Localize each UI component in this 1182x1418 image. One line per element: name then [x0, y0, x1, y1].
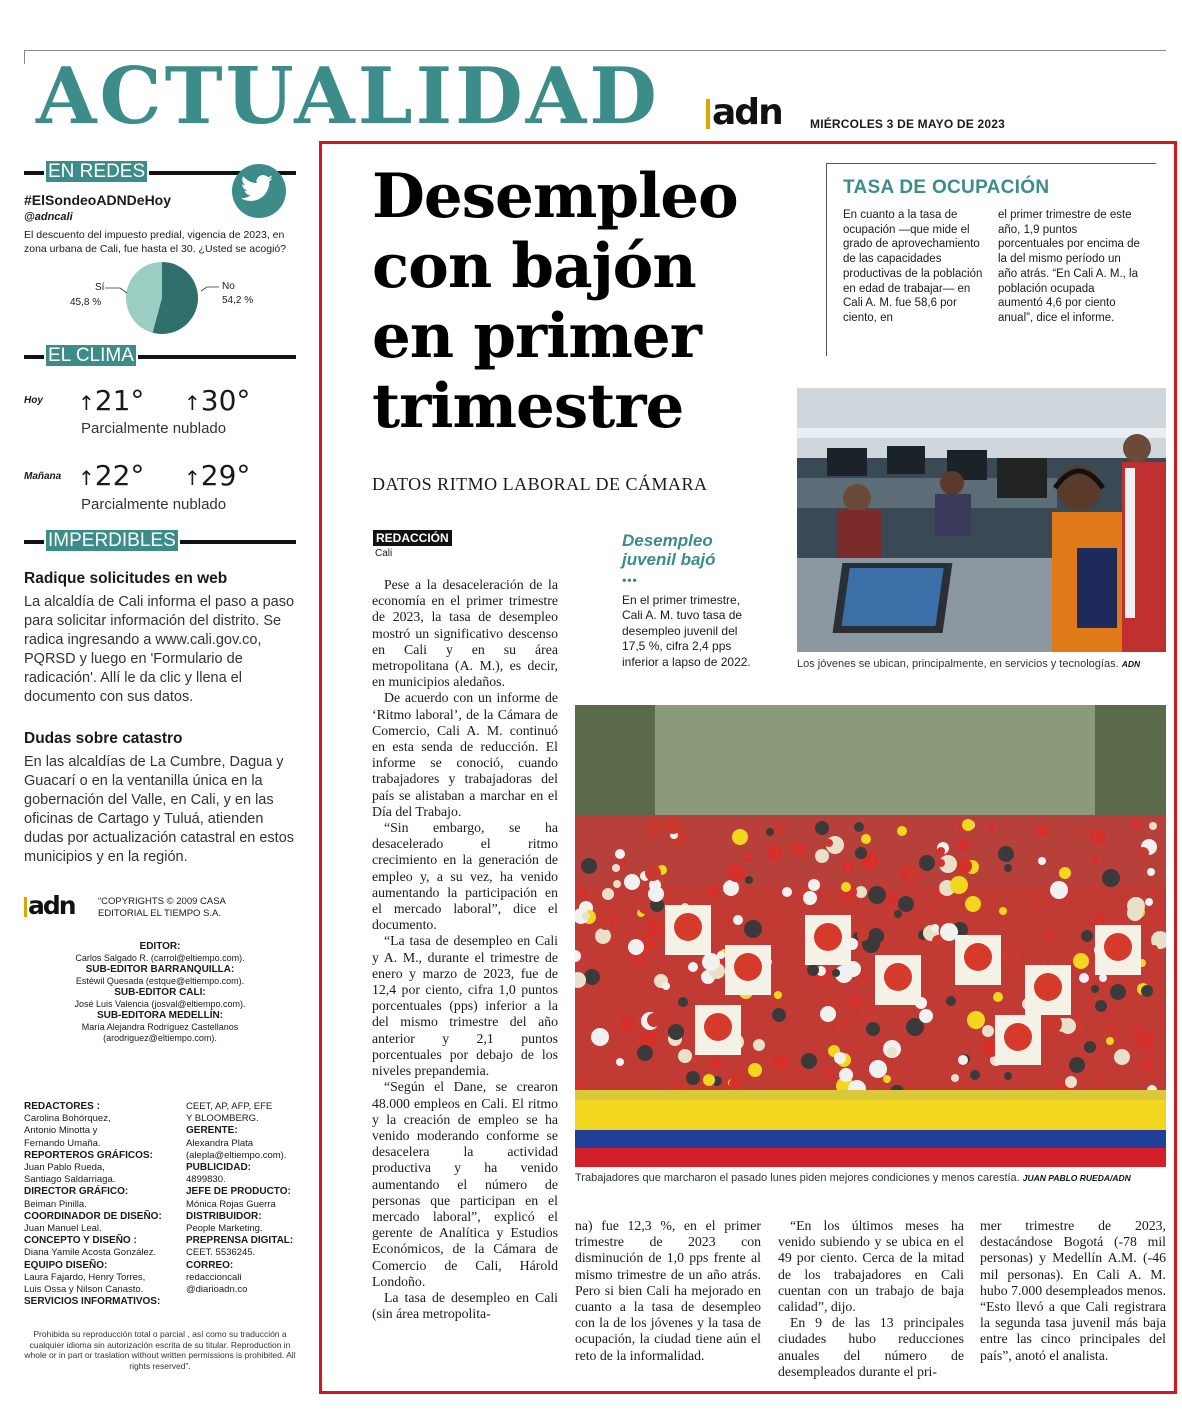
crowd-figure: [753, 1039, 765, 1051]
crowd-figure: [1059, 867, 1071, 879]
poll-handle: @adncali: [24, 211, 73, 223]
crowd-figure: [1132, 1025, 1140, 1033]
staff-name: redaccioncali: [186, 1271, 242, 1283]
crowd-figure: [1142, 1061, 1152, 1071]
poll-label-si: Sí: [95, 282, 105, 293]
crowd-figure: [931, 924, 939, 932]
crowd-figure: [645, 865, 661, 881]
crowd-figure: [613, 880, 621, 888]
poll-question: El descuento del impuesto predial, vigencia de 2023, en zona urbana de Cali, fue hasta el 30. ¿Usted se acogió?: [24, 229, 287, 255]
crowd-figure: [919, 855, 935, 871]
crowd-figure: [1004, 1072, 1012, 1080]
staff-role: DIRECTOR GRÁFICO:: [24, 1186, 129, 1198]
crowd-figure: [619, 859, 627, 867]
clima-day-hoy: Hoy: [24, 395, 43, 406]
staff-role: PREPRENSA DIGITAL:: [186, 1235, 294, 1247]
crowd-figure: [868, 886, 886, 904]
crowd-figure: [729, 1078, 741, 1090]
crowd-figure: [1145, 898, 1153, 906]
crowd-figure: [744, 920, 762, 938]
crowd-figure: [775, 824, 785, 834]
section-title: ACTUALIDAD: [36, 51, 660, 142]
clima-max-hoy: ↑30°: [184, 384, 251, 417]
photo1-caption: Los jóvenes se ubican, principalmente, en servicios y tecnologías. ADN: [797, 658, 1141, 670]
crowd-figure: [584, 969, 600, 985]
staff-name: Carolina Bohórquez,: [24, 1113, 111, 1125]
workers-march-photo: [575, 705, 1166, 1167]
crowd-figure: [668, 1024, 684, 1040]
crowd-figure: [965, 896, 981, 912]
crowd-figure: [628, 939, 644, 955]
staff-name: (alepla@eltiempo.com).: [186, 1149, 287, 1161]
crowd-figure: [1069, 1057, 1085, 1073]
crowd-figure: [632, 953, 644, 965]
article-headline: Desempleo con bajón en primer trimestre: [372, 161, 738, 442]
crowd-figure: [801, 1053, 817, 1069]
crowd-figure: [615, 849, 625, 859]
staff-name: Juan Manuel Leal.: [24, 1223, 102, 1235]
staff-list-left: [24, 1101, 174, 1308]
crowd-figure: [1038, 857, 1046, 865]
clima-max-manana: ↑29°: [184, 459, 251, 492]
crowd-figure: [1106, 1037, 1114, 1045]
crowd-figure: [1150, 945, 1158, 953]
el-clima-heading: EL CLIMA: [24, 346, 296, 366]
crowd-figure: [581, 858, 597, 874]
crowd-figure: [664, 816, 682, 834]
crowd-figure: [815, 821, 829, 835]
crowd-figure: [723, 880, 739, 896]
crowd-figure: [1004, 864, 1012, 872]
staff-name: José Luis Valencia (josval@eltiempo.com).: [74, 998, 246, 1009]
crowd-figure: [662, 982, 670, 990]
crowd-figure: [898, 896, 914, 912]
crowd-figure: [861, 1006, 877, 1022]
crowd-figure: [733, 915, 743, 925]
staff-role: REDACTORES :: [24, 1101, 100, 1112]
crowd-figure: [851, 1015, 861, 1025]
crowd-figure: [866, 1022, 880, 1036]
copyright-text: “COPYRIGHTS © 2009 CASA EDITORIAL EL TIEMPO S.A.: [98, 896, 226, 919]
crowd-figure: [1137, 847, 1149, 859]
poll-hashtag: #ElSondeoADNDeHoy: [24, 192, 172, 208]
staff-name: Carlos Salgado R. (carrol@eltiempo.com).: [75, 952, 245, 963]
article-subhead: DATOS RITMO LABORAL DE CÁMARA: [372, 474, 708, 494]
clima-desc-hoy: Parcialmente nublado: [81, 420, 227, 437]
crowd-figure: [767, 845, 783, 861]
crowd-figure: [982, 1025, 994, 1037]
imperdible-body-1: La alcaldía de Cali informa el paso a paso para solicitar información del distrito. Se radica ingresando a www.cali.gov.co, PQRSD y luego en 'Formulario de radicación'. Allí le da clic y llena el documento con sus datos.: [24, 594, 295, 705]
top-rule-tick: [24, 50, 25, 64]
staff-role: COORDINADOR DE DISEÑO:: [24, 1210, 162, 1222]
staff-role: EDITOR:: [139, 941, 181, 952]
crowd-figure: [703, 1074, 715, 1086]
crowd-figure: [803, 891, 817, 905]
col1-paragraph: “Sin embargo, se ha desacelerado el ritmo crecimiento en la generación de empleo y, a su vez, ha venido aumentando la participación en el mercado laboral”, dice el documento.: [372, 820, 558, 933]
poll-leader-lines: [105, 285, 235, 297]
crowd-figure: [774, 991, 782, 999]
article-col-3: [778, 1218, 964, 1380]
crowd-figure: [1090, 829, 1106, 845]
crowd-figure: [1110, 984, 1126, 1000]
crowd-figure: [868, 928, 884, 944]
crowd-figure: [1136, 1031, 1154, 1049]
staff-role: SUB-EDITOR CALI:: [114, 987, 206, 998]
crowd-figure: [1093, 1074, 1105, 1086]
crowd-figure: [1079, 973, 1089, 983]
crowd-figure: [1095, 1000, 1107, 1012]
crowd-figure: [612, 864, 620, 872]
staff-role: CONCEPTO Y DISEÑO :: [24, 1235, 137, 1247]
crowd-figure: [850, 1039, 864, 1053]
crowd-figure: [894, 910, 902, 918]
crowd-figure: [854, 822, 864, 832]
crowd-figure: [967, 1011, 985, 1029]
crowd-figure: [946, 996, 956, 1006]
crowd-figure: [834, 1052, 846, 1064]
poll-pie-chart: [124, 260, 200, 341]
protest-sign-emblem: [704, 1013, 732, 1041]
crowd-figure: [857, 929, 869, 941]
crowd-figure: [999, 907, 1007, 915]
crowd-figure: [937, 859, 945, 867]
crowd-figure: [883, 1075, 891, 1083]
crowd-figure: [1045, 932, 1053, 940]
staff-name: 4899830.: [186, 1174, 226, 1186]
imperdibles-heading: IMPERDIBLES: [24, 531, 296, 551]
staff-name: Fernando Umaña.: [24, 1137, 101, 1149]
staff-role: EQUIPO DISEÑO:: [24, 1259, 108, 1271]
crowd-figure: [962, 819, 974, 831]
crowd-figure: [790, 1066, 806, 1082]
crowd-figure: [808, 879, 820, 891]
crowd-figure: [1044, 1015, 1062, 1033]
crowd-figure: [1131, 820, 1141, 830]
staff-name: @diarioadn.co: [186, 1284, 248, 1296]
crowd-figure: [1091, 855, 1099, 863]
photo2-caption: Trabajadores que marcharon el pasado lunes piden mejores condiciones y menos carestía. JUAN PABLO RUEDA/ADN: [575, 1172, 1131, 1184]
crowd-figure: [766, 828, 774, 836]
crowd-figure: [861, 834, 871, 844]
clima-min-manana: ↑22°: [78, 459, 145, 492]
crowd-figure: [937, 847, 945, 855]
crowd-figure: [678, 997, 688, 1007]
crowd-figure: [950, 876, 968, 894]
adn-logo-mark-small: [24, 897, 27, 917]
col1-paragraph: Pese a la desaceleración de la economía en el primer trimestre de 2023, la tasa de desempleo mostró un significativo descenso en Cali y en su área metropolitana (A. M.), es decir, en municipios aledaños.: [372, 577, 558, 690]
crowd-figure: [616, 1058, 624, 1066]
crowd-figure: [839, 1068, 853, 1082]
poll-value-si: 45,8 %: [70, 297, 102, 308]
crowd-figure: [646, 820, 662, 836]
staff-name: María Alejandra Rodríguez Castellanos: [81, 1021, 239, 1032]
col1-paragraph: “Según el Dane, se crearon 48.000 empleos en Cali. El ritmo y la creación de empleo se ha venido moderando conforme se desacelera la actividad productiva y ha venido aumentando el número de personas que participan en el mercado laboral”, explicó el gerente de Analítica y Estudios Económicos, de la Cámara de Comercio de Cali, Hárold Londoño.: [372, 1079, 558, 1289]
clima-day-manana: Mañana: [24, 471, 62, 482]
crowd-figure: [956, 858, 972, 874]
staff-name: Santiago Saldarriaga.: [24, 1174, 116, 1186]
staff-name: Luis Ossa y Nilson Canasto.: [24, 1284, 144, 1296]
staff-role: PUBLICIDAD:: [186, 1162, 251, 1174]
staff-name: CEET, AP, AFP, EFE: [186, 1101, 273, 1112]
crowd-figure: [1081, 930, 1093, 942]
crowd-figure: [1032, 893, 1046, 907]
crowd-figure: [647, 920, 663, 936]
staff-list-right: [186, 1101, 336, 1296]
col1-paragraph: De acuerdo con un informe de ‘Ritmo laboral’, de la Cámara de Comercio, Cali A. M. continuó en esta senda de reducción. El informe se conoció, cuando trabajadores y trabajadoras del país se alistaban a marchar en el Día del Trabajo.: [372, 690, 558, 819]
crowd-figure: [917, 940, 925, 948]
twitter-bird-icon: [232, 164, 286, 218]
protest-sign-emblem: [674, 913, 702, 941]
crowd-figure: [887, 1047, 897, 1057]
staff-name: CEET. 5536245.: [186, 1247, 256, 1259]
crowd-figure: [998, 846, 1014, 862]
clima-desc-manana: Parcialmente nublado: [81, 496, 227, 513]
crowd-figure: [993, 992, 1003, 1002]
crowd-figure: [772, 1008, 786, 1022]
crowd-figure: [778, 915, 786, 923]
crowd-figure: [678, 1049, 692, 1063]
crowd-figure: [951, 1074, 959, 1082]
crowd-figure: [1099, 974, 1107, 982]
col3-paragraph: En 9 de las 13 principales ciudades hubo reducciones anuales del número de desempleados durante el pri-: [778, 1315, 964, 1379]
staff-name: Juan Pablo Rueda,: [24, 1162, 105, 1174]
crowd-figure: [990, 1002, 998, 1010]
crowd-figure: [815, 849, 829, 863]
tasa-title: TASA DE OCUPACIÓN: [843, 177, 1050, 198]
staff-name: Estéwil Quesada (estque@eltiempo.com).: [75, 975, 245, 986]
col1-paragraph: La tasa de desempleo en Cali (sin área metropolita-: [372, 1289, 558, 1322]
staff-role: REPORTEROS GRÁFICOS:: [24, 1149, 153, 1161]
col1-paragraph: “La tasa de desempleo en Cali y A. M., durante el trimestre de enero y marzo de 2023, fue de 12,4 por ciento, cifra 1,0 puntos porcentuales (pps) inferior a la del mismo trimestre del año anterior y 2,1 puntos porcentuales por debajo de los niveles prepandemia.: [372, 933, 558, 1079]
crowd-figure: [1114, 1049, 1130, 1065]
crowd-figure: [648, 886, 664, 902]
crowd-figure: [1147, 868, 1155, 876]
crowd-figure: [782, 887, 792, 897]
crowd-figure: [1050, 881, 1068, 899]
staff-name: Y BLOOMBERG.: [186, 1113, 259, 1125]
imperdible-body-2: En las alcaldías de La Cumbre, Dagua y Guacarí o en la ventanilla única en la gobernación del Valle, en Cali, y en las oficinas de Cartago y Tuluá, atienden dudas por actualización catastral en estos municipios y en la región.: [24, 754, 295, 865]
crowd-figure: [702, 953, 720, 971]
crowd-figure: [987, 824, 995, 832]
staff-name: Alexandra Plata: [186, 1137, 254, 1149]
crowd-figure: [1073, 953, 1089, 969]
crowd-figure: [1149, 822, 1157, 830]
crowd-figure: [647, 1013, 661, 1027]
crowd-figure: [957, 839, 969, 851]
crowd-figure: [841, 882, 851, 892]
crowd-figure: [727, 864, 745, 882]
staff-name: (arodriguez@eltiempo.com).: [103, 1033, 217, 1043]
staff-editors: [24, 941, 296, 1045]
crowd-figure: [1084, 1041, 1096, 1053]
crowd-figure: [907, 868, 923, 884]
crowd-figure: [883, 934, 891, 942]
crowd-figure: [855, 847, 867, 859]
protest-sign-emblem: [1034, 973, 1062, 1001]
crowd-figure: [832, 969, 840, 977]
staff-name: Antonio Minotta y: [24, 1125, 98, 1137]
crowd-figure: [591, 1028, 609, 1046]
crowd-figure: [835, 1018, 847, 1030]
crowd-figure: [825, 839, 833, 847]
crowd-figure: [1127, 905, 1143, 921]
crowd-figure: [602, 888, 614, 900]
poll-value-no: 54,2 %: [222, 295, 254, 306]
crowd-figure: [710, 1057, 722, 1069]
crowd-figure: [748, 1063, 762, 1077]
col3-paragraph: “En los últimos meses ha venido subiendo y se ubica en el 49 por ciento. Cerca de la mitad de los trabajadores en Cali cuentan con un trabajo de baja calidad”, dijo.: [778, 1218, 964, 1315]
juvenil-body: En el primer trimestre, Cali A. M. tuvo tasa de desempleo juvenil del 17,5 %, cifra 2,4 pps inferior a lapso de 2022.: [622, 593, 751, 669]
crowd-figure: [860, 972, 868, 980]
crowd-figure: [886, 894, 898, 906]
crowd-figure: [620, 1017, 636, 1033]
crowd-figure: [637, 1045, 653, 1061]
imperdible-title-2: Dudas sobre catastro: [24, 730, 183, 747]
crowd-figure: [1108, 1024, 1116, 1032]
staff-role: SERVICIOS INFORMATIVOS:: [24, 1296, 161, 1308]
crowd-figure: [639, 902, 651, 914]
crowd-figure: [823, 1068, 833, 1078]
crowd-figure: [1036, 825, 1048, 837]
crowd-figure: [1141, 985, 1153, 997]
crowd-figure: [807, 964, 819, 976]
staff-name: Mónica Rojas Guerra: [186, 1198, 276, 1210]
crowd-figure: [792, 842, 806, 856]
crowd-figure: [688, 962, 698, 972]
clima-min-hoy: ↑21°: [78, 384, 145, 417]
crowd-figure: [849, 995, 863, 1009]
crowd-figure: [1060, 1018, 1076, 1034]
header-date: MIÉRCOLES 3 DE MAYO DE 2023: [810, 117, 1006, 131]
crowd-figure: [1091, 985, 1099, 993]
crowd-figure: [745, 876, 753, 884]
byline-city: Cali: [375, 548, 393, 559]
office-workers-photo: [797, 388, 1166, 652]
crowd-figure: [639, 1030, 657, 1048]
en-redes-heading: EN REDES: [24, 162, 296, 182]
crowd-figure: [578, 887, 586, 895]
staff-name: Diana Yamile Acosta González.: [24, 1247, 157, 1259]
protest-sign-emblem: [884, 963, 912, 991]
byline: REDACCIÓN: [373, 530, 452, 546]
crowd-figure: [1073, 829, 1081, 837]
crowd-figure: [842, 861, 854, 873]
crowd-figure: [773, 1054, 789, 1070]
adn-logo-mark: [706, 99, 710, 129]
protest-sign-emblem: [734, 953, 762, 981]
staff-role: JEFE DE PRODUCTO:: [186, 1186, 291, 1198]
crowd-figure: [958, 1055, 968, 1065]
protest-sign-emblem: [1104, 933, 1132, 961]
crowd-figure: [897, 826, 907, 836]
article-col-2: na) fue 12,3 %, en el primer trimestre de 2023 con disminución de 1,0 pps frente al mismo trimestre de un año atrás. Pero si bien Cali ha mejorado en cuanto a la tasa de desempleo con la de los jóvenes y la tasa de ocupación, la ciudad tiene aún el reto de la informalidad.: [575, 1218, 761, 1363]
article-col-1: [372, 577, 558, 1322]
crowd-figure: [1102, 869, 1120, 887]
staff-role: SUB-EDITOR BARRANQUILLA:: [85, 964, 235, 975]
crowd-figure: [707, 885, 719, 897]
staff-name: Beiman Pinilla.: [24, 1198, 87, 1210]
staff-name: People Marketing.: [186, 1223, 263, 1235]
protest-sign-emblem: [964, 943, 992, 971]
staff-role: GERENTE:: [186, 1125, 238, 1137]
staff-role: CORREO:: [186, 1259, 234, 1271]
imperdible-title-1: Radique solicitudes en web: [24, 570, 228, 587]
crowd-figure: [919, 1009, 933, 1023]
crowd-figure: [744, 854, 752, 862]
crowd-figure: [1065, 1076, 1077, 1088]
protest-sign-emblem: [814, 923, 842, 951]
crowd-figure: [869, 1060, 887, 1078]
crowd-figure: [1094, 913, 1104, 923]
poll-label-no: No: [222, 281, 235, 292]
crowd-figure: [970, 1070, 980, 1080]
juvenil-title: Desempleo juvenil bajó •••: [622, 531, 716, 587]
staff-role: DISTRIBUIDOR:: [186, 1210, 262, 1222]
crowd-figure: [582, 912, 590, 920]
tasa-col-1: En cuanto a la tasa de ocupación —que mide el grado de aprovechamiento de las capacidades productivas de la población en edad de trabajar— en Cali A. M. fue 58,6 por ciento, en: [843, 209, 983, 324]
crowd-figure: [1001, 948, 1019, 966]
crowd-figure: [624, 874, 640, 890]
crowd-figure: [599, 913, 611, 925]
adn-logo-small: adn: [28, 891, 75, 920]
article-col-4: mer trimestre de 2023, destacándose Bogotá (-78 mil personas) y Medellín A.M. (-46 mil personas). En Cali A. M. hubo 7.000 desempleados menos. “Esto llevó a que Cali registrara la segunda tasa juvenil más baja entre las cinco principales del país”, anotó el analista.: [980, 1218, 1166, 1363]
crowd-figure: [595, 928, 611, 944]
crowd-figure: [686, 1071, 700, 1085]
staff-name: Laura Fajardo, Henry Torres,: [24, 1271, 146, 1283]
tasa-col-2: el primer trimestre de este año, 1,9 puntos porcentuales por encima de la del mismo período un año atrás. “En Cali A. M., la población ocupada aumentó 4,6 por ciento anual”, dice el informe.: [998, 209, 1140, 324]
protest-sign-emblem: [1004, 1023, 1032, 1051]
staff-role: SUB-EDITORA MEDELLÍN:: [96, 1010, 224, 1021]
legal-notice: Prohibida su reproducción total o parcial , así como su traducción a cualquier idioma sin autorización escrita de su titular. Reproduction in whole or in part or traslation without written permissions is prohibited. All rights reserved”.: [24, 1329, 296, 1371]
crowd-figure: [820, 1006, 836, 1022]
adn-logo: adn: [712, 92, 782, 133]
crowd-figure: [1145, 916, 1161, 932]
crowd-figure: [732, 829, 748, 845]
